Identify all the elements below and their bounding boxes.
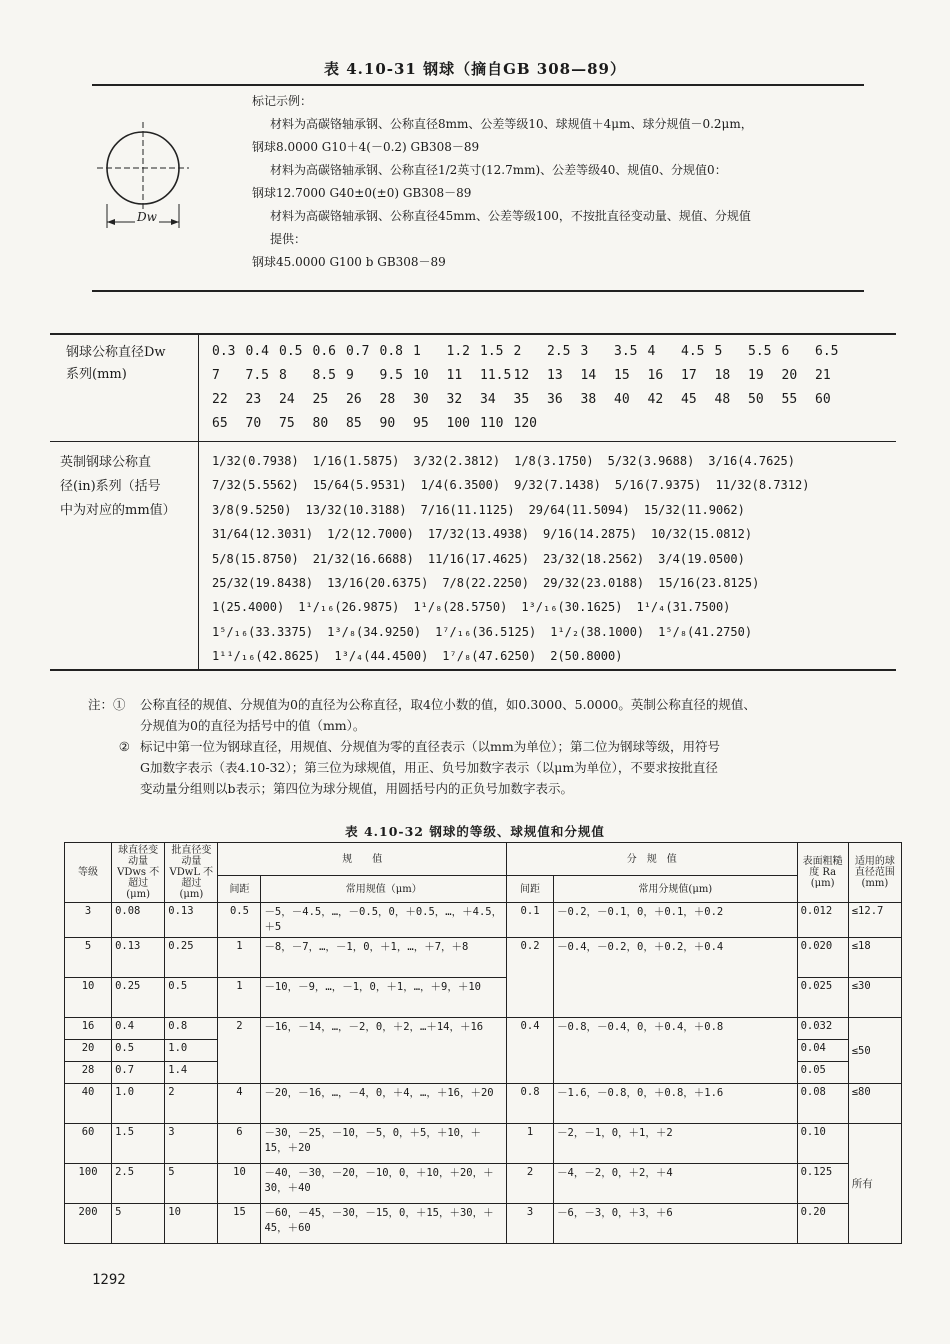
size-value: 6.5 — [815, 344, 839, 359]
inch-value: 17/32(13.4938) — [427, 527, 530, 542]
size-value: 11 — [446, 368, 463, 383]
inch-value: 1/4(6.3500) — [420, 478, 501, 493]
inch-row — [212, 595, 892, 619]
size-value: 55 — [781, 392, 798, 407]
size-value: 38 — [580, 392, 597, 407]
inch-value: 29/64(11.5094) — [528, 502, 630, 517]
cell-grade: 28 — [65, 1062, 112, 1084]
cell-vdws: 0.13 — [112, 938, 165, 978]
marking-line: 材料为高碳铬轴承钢、公称直径1/2英寸(12.7mm)、公差等级40、规值0、分规值0： — [270, 163, 727, 177]
cell-gauge: －5，－4.5，…，－0.5，0，＋0.5，…，＋4.5，＋5 — [261, 903, 507, 938]
cell-vdwl: 1.4 — [165, 1062, 218, 1084]
header-grade: 等级 — [65, 843, 112, 903]
grade-table — [64, 842, 902, 1244]
size-value: 9 — [346, 368, 354, 383]
inch-value: 1¹/₁₆(26.9875) — [298, 600, 400, 615]
table1-top-rule — [50, 333, 896, 335]
size-value: 34 — [480, 392, 496, 407]
inch-row — [212, 449, 892, 473]
size-value: 15 — [614, 368, 630, 383]
size-value: 110 — [480, 416, 504, 431]
cell-grade: 60 — [65, 1124, 112, 1164]
size-value: 24 — [279, 392, 295, 407]
inch-value: 1⁵/₈(41.2750) — [658, 624, 753, 639]
cell-interval: 2 — [218, 1018, 261, 1084]
size-value: 42 — [647, 392, 664, 407]
inch-row — [212, 473, 892, 497]
header-vdwl: 批直径变动量 VDwL 不超过 (μm) — [165, 843, 218, 903]
table-row — [65, 1124, 902, 1164]
marking-line: 钢球12.7000 G40±0(±0) GB308－89 — [252, 186, 472, 200]
notes — [88, 694, 918, 799]
marking-line: 提供： — [270, 232, 307, 246]
cell-interval2: 0.1 — [507, 903, 554, 938]
cell-grade: 200 — [65, 1204, 112, 1244]
cell-vdwl: 5 — [165, 1164, 218, 1204]
marking-line: 材料为高碳铬轴承钢、公称直径8mm、公差等级10、球规值＋4μm、球分规值－0.2μm， — [270, 117, 753, 131]
cell-interval2: 0.2 — [507, 938, 554, 1018]
inch-value: 5/32(3.9688) — [607, 454, 695, 468]
cell-interval2: 0.4 — [507, 1018, 554, 1084]
header-roughness: 表面粗糙度 Ra (μm) — [797, 843, 848, 903]
inch-value: 1⁷/₈(47.6250) — [442, 649, 537, 664]
cell-roughness: 0.08 — [797, 1084, 848, 1124]
size-value: 0.5 — [279, 344, 303, 359]
inch-value: 5/8(15.8750) — [212, 551, 299, 566]
metric-row — [212, 412, 892, 436]
inch-value: 1¹/₂(38.1000) — [550, 624, 645, 639]
inch-value: 15/32(11.9062) — [643, 502, 745, 517]
table-row — [65, 903, 902, 938]
cell-subgauge: －4，－2，0，＋2，＋4 — [554, 1164, 798, 1204]
inch-value: 1¹¹/₁₆(42.8625) — [212, 649, 321, 664]
table-title: 表 4.10-31 钢球（摘自GB 308—89） — [324, 60, 626, 78]
size-value: 26 — [346, 392, 362, 407]
header-common-subgauge: 常用分规值(μm) — [554, 876, 798, 903]
cell-gauge: －30，－25，－10，－5，0，＋5，＋10，＋15，＋20 — [261, 1124, 507, 1164]
cell-vdwl: 1.0 — [165, 1040, 218, 1062]
size-value: 13 — [547, 368, 563, 383]
cell-roughness: 0.020 — [797, 938, 848, 978]
inch-value: 9/32(7.1438) — [514, 478, 601, 493]
marking-line: 钢球8.0000 G10＋4(－0.2) GB308－89 — [252, 140, 480, 154]
cell-vdwl: 3 — [165, 1124, 218, 1164]
inch-value: 15/16(23.8125) — [658, 575, 760, 590]
header-subgauge: 分 规 值 — [507, 843, 798, 876]
size-value: 14 — [580, 368, 597, 383]
marking-examples — [252, 90, 892, 274]
metric-series-label: 钢球公称直径Dw 系列(mm) — [66, 345, 166, 382]
inch-value: 3/8(9.5250) — [212, 502, 292, 517]
cell-interval: 1 — [218, 938, 261, 978]
note-text: 标记中第一位为钢球直径，用规值、分规值为零的直径表示（以mm为单位）；第二位为钢球等级，用符号 — [140, 739, 720, 754]
inch-value: 1³/₄(44.4500) — [334, 649, 429, 664]
cell-interval: 1 — [218, 978, 261, 1018]
size-value: 0.6 — [312, 344, 336, 359]
cell-vdws: 0.7 — [112, 1062, 165, 1084]
size-value: 2.5 — [547, 344, 571, 359]
cell-roughness: 0.025 — [797, 978, 848, 1018]
size-value: 12 — [513, 368, 530, 383]
cell-vdwl: 0.25 — [165, 938, 218, 978]
cell-grade: 16 — [65, 1018, 112, 1040]
inch-series-label: 英制钢球公称直 径(in)系列（括号 中为对应的mm值） — [60, 455, 176, 518]
cell-subgauge: －0.2，－0.1，0，＋0.1，＋0.2 — [554, 903, 798, 938]
size-value: 36 — [547, 392, 563, 407]
cell-roughness: 0.012 — [797, 903, 848, 938]
table-row — [65, 938, 902, 978]
cell-grade: 3 — [65, 903, 112, 938]
inch-row — [212, 522, 892, 546]
inch-value: 13/32(10.3188) — [305, 502, 407, 517]
size-value: 100 — [446, 416, 470, 431]
cell-vdwl: 0.13 — [165, 903, 218, 938]
inch-row — [212, 498, 892, 522]
inch-series-values — [212, 449, 892, 669]
inch-row — [212, 571, 892, 595]
size-value: 85 — [346, 416, 362, 431]
size-value: 0.3 — [212, 344, 236, 359]
cell-grade: 5 — [65, 938, 112, 978]
table1-bottom-rule — [50, 669, 896, 671]
table2-title: 表 4.10-32 钢球的等级、球规值和分规值 — [345, 824, 605, 839]
inch-value: 11/16(17.4625) — [427, 551, 530, 566]
note-marker: ② — [118, 739, 130, 754]
cell-subgauge: －2，－1，0，＋1，＋2 — [554, 1124, 798, 1164]
cell-subgauge: －0.4，－0.2，0，＋0.2，＋0.4 — [554, 938, 798, 1018]
cell-vdws: 2.5 — [112, 1164, 165, 1204]
inch-value: 1³/₈(34.9250) — [327, 624, 422, 639]
cell-grade: 40 — [65, 1084, 112, 1124]
size-value: 4 — [647, 344, 656, 359]
inch-value: 1/2(12.7000) — [327, 527, 414, 542]
cell-roughness: 0.05 — [797, 1062, 848, 1084]
size-value: 5.5 — [748, 344, 772, 359]
inch-value: 29/32(23.0188) — [543, 575, 645, 590]
cell-gauge: －40，－30，－20，－10，0，＋10，＋20，＋30，＋40 — [261, 1164, 507, 1204]
inch-value: 13/16(20.6375) — [327, 575, 429, 590]
cell-interval: 0.5 — [218, 903, 261, 938]
inch-value: 1(25.4000) — [212, 600, 285, 615]
cell-range: 所有 — [848, 1124, 901, 1244]
inch-value: 23/32(18.2562) — [543, 551, 645, 566]
header-vdws: 球直径变动量 VDws 不超过 (μm) — [112, 843, 165, 903]
cell-vdws: 0.08 — [112, 903, 165, 938]
cell-subgauge: －1.6，－0.8，0，＋0.8，＋1.6 — [554, 1084, 798, 1124]
diameter-label: Dw — [137, 210, 157, 224]
cell-interval: 15 — [218, 1204, 261, 1244]
size-value: 28 — [379, 392, 396, 407]
size-value: 18 — [714, 368, 731, 383]
size-value: 22 — [212, 392, 228, 407]
inch-value: 3/16(4.7625) — [708, 454, 795, 468]
table1-divider — [198, 334, 199, 670]
cell-roughness: 0.10 — [797, 1124, 848, 1164]
size-value: 20 — [781, 368, 798, 383]
top-rule — [92, 84, 864, 86]
size-value: 32 — [446, 392, 463, 407]
inch-value: 1³/₁₆(30.1625) — [521, 600, 623, 615]
size-value: 25 — [312, 392, 329, 407]
size-value: 3.5 — [614, 344, 638, 359]
cell-grade: 10 — [65, 978, 112, 1018]
inch-value: 2(50.8000) — [550, 649, 623, 664]
table-row — [65, 1204, 902, 1244]
cell-vdws: 0.4 — [112, 1018, 165, 1040]
size-value: 8 — [279, 368, 287, 383]
size-value: 4.5 — [681, 344, 705, 359]
size-value: 17 — [681, 368, 697, 383]
size-value: 0.7 — [346, 344, 370, 359]
marking-line: 材料为高碳铬轴承钢、公称直径45mm、公差等级100，不按批直径变动量、规值、分规值 — [270, 209, 751, 223]
metric-series-values — [212, 340, 892, 436]
inch-value: 21/32(16.6688) — [312, 551, 414, 566]
inch-row — [212, 620, 892, 644]
cell-vdws: 1.0 — [112, 1084, 165, 1124]
inch-row — [212, 547, 892, 571]
inch-row — [212, 644, 892, 668]
cell-range: ≤30 — [848, 978, 901, 1018]
size-value: 48 — [714, 392, 731, 407]
inch-value: 9/16(14.2875) — [543, 527, 637, 542]
ball-diagram — [95, 110, 215, 240]
bottom-rule — [92, 290, 864, 292]
header-range: 适用的球直径范围 (mm) — [848, 843, 901, 903]
cell-interval2: 0.8 — [507, 1084, 554, 1124]
table-row — [65, 1164, 902, 1204]
cell-gauge: －16，－14，…，－2，0，＋2，…＋14，＋16 — [261, 1018, 507, 1084]
note-text: 公称直径的规值、分规值为0的直径为公称直径，取4位小数的值，如0.3000、5.0000。英制公称直径的规值、 — [140, 697, 756, 712]
header-interval: 间距 — [218, 876, 261, 903]
inch-value: 1⁵/₁₆(33.3375) — [212, 624, 314, 639]
size-value: 35 — [513, 392, 530, 407]
cell-range: ≤18 — [848, 938, 901, 978]
inch-value: 1/32(0.7938) — [212, 454, 299, 468]
inch-value: 1/8(3.1750) — [514, 454, 594, 468]
size-value: 95 — [413, 416, 429, 431]
inch-value: 3/32(2.3812) — [413, 454, 501, 468]
cell-vdwl: 2 — [165, 1084, 218, 1124]
size-value: 1.5 — [480, 344, 504, 359]
size-value: 7.5 — [245, 368, 269, 383]
size-value: 0.4 — [245, 344, 269, 359]
size-value: 8.5 — [312, 368, 336, 383]
size-value: 75 — [279, 416, 295, 431]
size-value: 120 — [513, 416, 537, 431]
cell-roughness: 0.04 — [797, 1040, 848, 1062]
page-number: 1292 — [92, 1272, 126, 1288]
table-row — [65, 1084, 902, 1124]
marking-line: 钢球45.0000 G100 b GB308－89 — [252, 255, 446, 269]
cell-vdwl: 0.8 — [165, 1018, 218, 1040]
header-common-gauge: 常用规值（μm） — [261, 876, 507, 903]
cell-vdws: 5 — [112, 1204, 165, 1244]
cell-vdws: 1.5 — [112, 1124, 165, 1164]
cell-gauge: －8，－7，…，－1，0，＋1，…，＋7，＋8 — [261, 938, 507, 978]
size-value: 90 — [379, 416, 396, 431]
note-text: G加数字表示（表4.10-32）；第三位为球规值，用正、负号加数字表示（以μm为单位），不要求按批直径 — [140, 760, 718, 775]
inch-value: 3/4(19.0500) — [658, 551, 745, 566]
size-value: 1 — [413, 344, 421, 359]
size-value: 10 — [413, 368, 429, 383]
cell-gauge: －20，－16，…，－4，0，＋4，…，＋16，＋20 — [261, 1084, 507, 1124]
inch-value: 1¹/₈(28.5750) — [413, 600, 508, 615]
metric-row — [212, 364, 892, 388]
inch-value: 1¹/₄(31.7500) — [636, 600, 731, 615]
inch-value: 25/32(19.8438) — [212, 575, 314, 590]
inch-value: 7/16(11.1125) — [420, 502, 515, 517]
table-row — [65, 1018, 902, 1040]
size-value: 1.2 — [446, 344, 470, 359]
cell-gauge: －60，－45，－30，－15，0，＋15，＋30，＋45，＋60 — [261, 1204, 507, 1244]
cell-grade: 100 — [65, 1164, 112, 1204]
size-value: 3 — [580, 344, 589, 359]
cell-subgauge: －6，－3，0，＋3，＋6 — [554, 1204, 798, 1244]
size-value: 60 — [815, 392, 831, 407]
size-value: 45 — [681, 392, 697, 407]
size-value: 23 — [245, 392, 262, 407]
metric-row — [212, 388, 892, 412]
cell-subgauge: －0.8，－0.4，0，＋0.4，＋0.8 — [554, 1018, 798, 1084]
size-value: 21 — [815, 368, 831, 383]
cell-interval: 4 — [218, 1084, 261, 1124]
cell-interval: 10 — [218, 1164, 261, 1204]
cell-roughness: 0.20 — [797, 1204, 848, 1244]
inch-value: 1/16(1.5875) — [312, 454, 400, 468]
cell-roughness: 0.032 — [797, 1018, 848, 1040]
size-value: 5 — [714, 344, 723, 359]
size-value: 30 — [413, 392, 429, 407]
cell-roughness: 0.125 — [797, 1164, 848, 1204]
inch-value: 10/32(15.0812) — [650, 527, 753, 542]
size-value: 11.5 — [480, 368, 512, 383]
cell-grade: 20 — [65, 1040, 112, 1062]
size-value: 70 — [245, 416, 262, 431]
inch-value: 5/16(7.9375) — [614, 478, 702, 493]
size-value: 16 — [647, 368, 664, 383]
inch-value: 11/32(8.7312) — [715, 478, 810, 493]
size-value: 2 — [513, 344, 522, 359]
size-value: 6 — [781, 344, 790, 359]
cell-vdwl: 10 — [165, 1204, 218, 1244]
size-value: 19 — [748, 368, 764, 383]
size-value: 7 — [212, 368, 220, 383]
cell-interval2: 2 — [507, 1164, 554, 1204]
cell-vdwl: 0.5 — [165, 978, 218, 1018]
size-value: 40 — [614, 392, 630, 407]
cell-interval: 6 — [218, 1124, 261, 1164]
table1-mid-rule — [50, 441, 896, 442]
size-value: 80 — [312, 416, 329, 431]
note-text: 分规值为0的直径为括号中的值（mm）。 — [140, 718, 366, 733]
size-value: 0.8 — [379, 344, 403, 359]
cell-range: ≤80 — [848, 1084, 901, 1124]
cell-range: ≤50 — [848, 1018, 901, 1084]
note-text: 变动量分组则以b表示；第四位为球分规值，用圆括号内的正负号加数字表示。 — [140, 781, 574, 796]
inch-value: 31/64(12.3031) — [212, 527, 314, 542]
cell-vdws: 0.5 — [112, 1040, 165, 1062]
size-value: 9.5 — [379, 368, 403, 383]
cell-gauge: －10，－9，…，－1，0，＋1，…，＋9，＋10 — [261, 978, 507, 1018]
size-value: 50 — [748, 392, 764, 407]
size-value: 65 — [212, 416, 228, 431]
header-interval2: 间距 — [507, 876, 554, 903]
marking-heading: 标记示例： — [252, 94, 313, 108]
note-marker: 注：① — [88, 697, 126, 712]
cell-interval2: 1 — [507, 1124, 554, 1164]
inch-value: 7/8(22.2250) — [442, 575, 530, 590]
cell-range: ≤12.7 — [848, 903, 901, 938]
cell-interval2: 3 — [507, 1204, 554, 1244]
header-gauge: 规 值 — [218, 843, 507, 876]
metric-row — [212, 340, 892, 364]
cell-vdws: 0.25 — [112, 978, 165, 1018]
inch-value: 1⁷/₁₆(36.5125) — [435, 624, 537, 639]
inch-value: 7/32(5.5562) — [212, 478, 299, 493]
inch-value: 15/64(5.9531) — [312, 478, 407, 493]
